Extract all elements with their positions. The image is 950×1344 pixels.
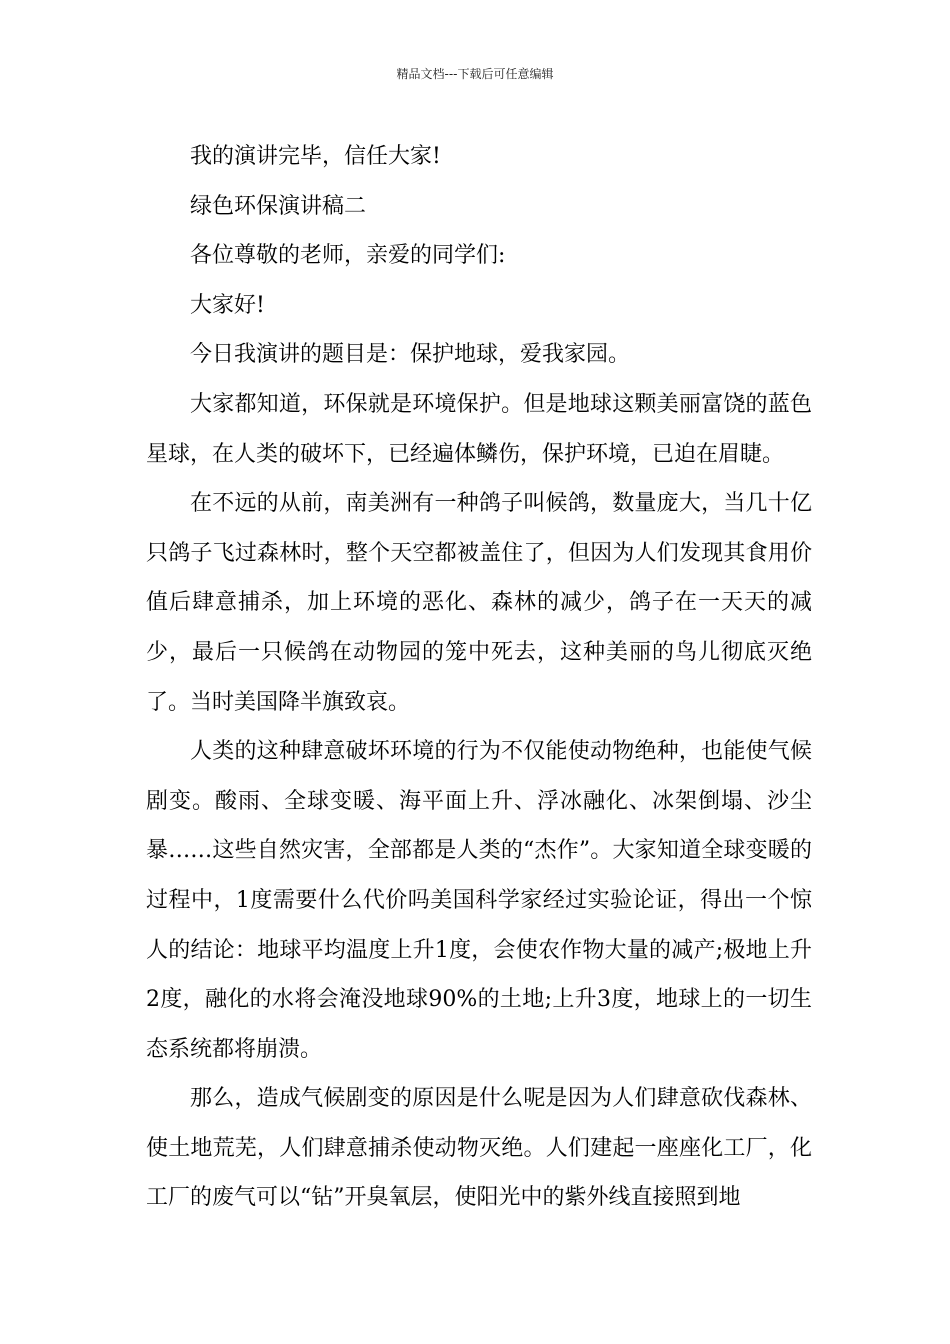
paragraph: 大家都知道，环保就是环境保护。但是地球这颗美丽富饶的蓝色星球，在人类的破坏下，已经遍体鳞伤，保护环境，已迫在眉睫。 xyxy=(146,391,812,467)
document-body xyxy=(146,132,812,1223)
paragraph: 那么，造成气候剧变的原因是什么呢是因为人们肆意砍伐森林、使土地荒芜，人们肆意捕杀使动物灭绝。人们建起一座座化工厂，化工厂的废气可以“钻”开臭氧层，使阳光中的紫外线直接照到地 xyxy=(146,1086,812,1211)
paragraph: 大家好! xyxy=(190,292,265,318)
paragraph: 在不远的从前，南美洲有一种鸽子叫候鸽，数量庞大，当几十亿只鸽子飞过森林时，整个天空都被盖住了，但因为人们发现其食用价值后肆意捕杀，加上环境的恶化、森林的减少，鸽子在一天天的减少，最后一只候鸽在动物园的笼中死去，这种美丽的鸟儿彻底灭绝了。当时美国降半旗致哀。 xyxy=(146,491,812,715)
page-header: 精品文档---下载后可任意编辑 xyxy=(396,67,554,81)
paragraph: 人类的这种肆意破坏环境的行为不仅能使动物绝种，也能使气候剧变。酸雨、全球变暖、海平面上升、浮冰融化、冰架倒塌、沙尘暴……这些自然灾害，全部都是人类的“杰作”。大家知道全球变暖的过程中，1度需要什么代价吗美国科学家经过实验论证，得出一个惊人的结论：地球平均温度上升1度，会使农作物大量的减产;极地上升2度，融化的水将会淹没地球90%的土地;上升3度，地球上的一切生态系统都将崩溃。 xyxy=(146,739,812,1062)
paragraph: 今日我演讲的题目是：保护地球，爱我家园。 xyxy=(190,342,631,368)
section-title: 绿色环保演讲稿二 xyxy=(190,193,367,219)
paragraph: 各位尊敬的老师，亲爱的同学们: xyxy=(190,243,506,269)
paragraph: 我的演讲完毕，信任大家! xyxy=(190,144,441,169)
